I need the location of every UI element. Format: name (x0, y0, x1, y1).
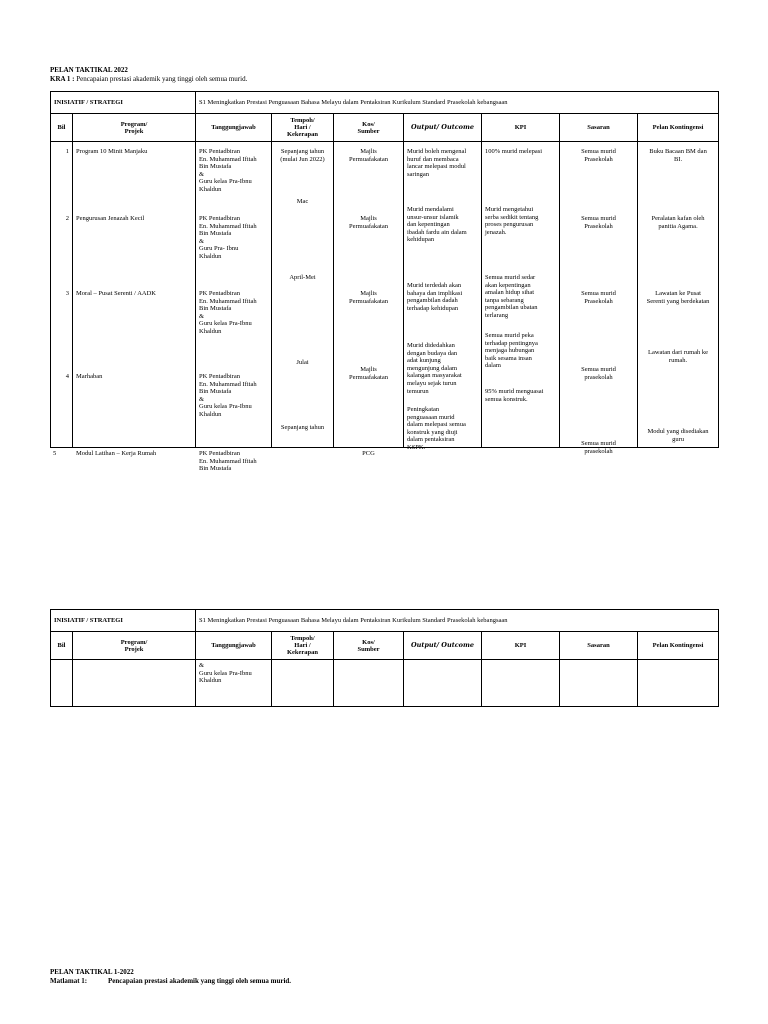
row2-kos: Majlis Permuafakatan (349, 215, 388, 230)
row4-sasaran: Semua murid prasekolah (581, 366, 616, 381)
row1-program: Program 10 Minit Manjaku (76, 148, 148, 155)
col-kontingensi: Pelan Kontingensi (638, 632, 719, 660)
row5-output: Peningkatan penguasaan murid dalam melepasi semua konstruk yang diuji dalam pentaksiran KSPK. (407, 406, 466, 451)
col-sasaran: Sasaran (560, 632, 638, 660)
row4-kos: Majlis Permuafakatan (349, 366, 388, 381)
initiative-text: S1 Meningkatkan Prestasi Penguasaan Bahasa Melayu dalam Pentaksiran Kurikulum Standard Prasekolah kebangsaan (196, 610, 719, 632)
kra-text: Pencapaian prestasi akademik yang tinggi oleh semua murid. (76, 75, 248, 83)
row4-kontingensi: Lawatan dari rumah ke rumah. (647, 349, 709, 364)
row5-tanggungjawab: PK Pentadbiran En. Muhammad Ifitah Bin Mustafa (199, 450, 257, 473)
matlamat-text: Pencapaian prestasi akademik yang tinggi oleh semua murid. (108, 977, 292, 985)
row3-kontingensi: Lawatan ke Pusat Serenti yang berdekatan (646, 290, 710, 305)
row1-sasaran: Semua murid Prasekolah (581, 148, 616, 163)
row3-sasaran: Semua murid Prasekolah (581, 290, 616, 305)
row1-tanggungjawab: PK Pentadbiran En. Muhammad Ifitah Bin Mustafa & Guru kelas Pra-Ibnu Khaldun (199, 148, 257, 193)
row4-program: Marhaban (76, 373, 103, 380)
row5-kos: PCG (362, 450, 375, 457)
row1-bil: 1 (65, 148, 69, 155)
row2-kontingensi: Peralatan kafan oleh panitia Agama. (651, 215, 705, 230)
row4-tempoh: Julai (296, 359, 309, 366)
kra-label: KRA 1 : (50, 75, 75, 83)
footer-title: PELAN TAKTIKAL 1-2022 (50, 968, 134, 976)
row4-tanggungjawab: PK Pentadbiran En. Muhammad Ifitah Bin Mustafa & Guru kelas Pra-Ibnu Khaldun (199, 373, 257, 418)
row1-output: Murid boleh mengenal huruf dan membaca lancar melepasi modul saringan (407, 148, 467, 178)
row2-tanggungjawab: PK Pentadbiran En. Muhammad Ifitah Bin Mustafa & Guru Pra- Ibnu Khaldun (199, 215, 257, 260)
continued-tanggungjawab: & Guru kelas Pra-Ibnu Khaldun (199, 662, 252, 685)
col-program: Program/ Projek (73, 632, 196, 660)
plan-title: PELAN TAKTIKAL 2022 (50, 66, 128, 74)
row3-output: Murid terdedah akan bahaya dan implikasi pengambilan dadah terhadap kehidupan (407, 282, 463, 312)
col-kpi: KPI (482, 632, 560, 660)
col-kos: Kos/ Sumber (334, 114, 404, 142)
col-output: Output/ Outcome (404, 114, 482, 142)
col-kontingensi: Pelan Kontingensi (638, 114, 719, 142)
col-bil: Bil (51, 114, 73, 142)
initiative-label: INISIATIF / STRATEGI (51, 92, 196, 114)
page-header (50, 66, 247, 84)
row5-program: Modul Latihan – Kerja Rumah (76, 450, 157, 457)
matlamat-label: Matlamat 1: (50, 977, 88, 985)
row2-kpi: Murid mengetahui serba sedikit tentang proses pengurusan jenazah. (485, 206, 539, 236)
col-kpi: KPI (482, 114, 560, 142)
col-tempoh: Tempoh/ Hari / Kekerapan (272, 114, 334, 142)
row4-kpi: Semua murid peka terhadap pentingnya menjaga hubungan baik sesama insan dalam (485, 332, 538, 370)
row2-output: Murid mendalami unsur-unsur islamik dan kepentingan ibadah fardu ain dalam kehidupan (407, 206, 467, 244)
row2-tempoh: Mac (296, 198, 309, 205)
initiative-text: S1 Meningkatkan Prestasi Penguasaan Bahasa Melayu dalam Pentaksiran Kurikulum Standard Prasekolah kebangsaan (196, 92, 719, 114)
col-kos: Kos/ Sumber (334, 632, 404, 660)
row1-tempoh: Sepanjang tahun (mulai Jun 2022) (280, 148, 325, 163)
row5-kpi: 95% murid menguasai semua konstruk. (485, 388, 544, 403)
row2-bil: 2 (65, 215, 69, 222)
row3-kos: Majlis Permuafakatan (349, 290, 388, 305)
col-tempoh: Tempoh/ Hari / Kekerapan (272, 632, 334, 660)
tactical-plan-table-continued (50, 609, 719, 707)
row3-tanggungjawab: PK Pentadbiran En. Muhammad Ifitah Bin Mustafa & Guru kelas Pra-Ibnu Khaldun (199, 290, 257, 335)
row5-bil: 5 (53, 450, 57, 457)
initiative-label: INISIATIF / STRATEGI (51, 610, 196, 632)
row5-sasaran: Semua murid prasekolah (581, 440, 616, 455)
row1-kpi: 100% murid melepasi (485, 148, 543, 155)
col-program: Program/ Projek (73, 114, 196, 142)
col-sasaran: Sasaran (560, 114, 638, 142)
row4-output: Murid didedahkan dengan budaya dan adat kunjung mengunjung dalam kalangan masyarakat melayu sejak turun temurun (407, 342, 462, 395)
row5-kontingensi: Modul yang disediakan guru (647, 428, 709, 443)
row2-program: Pengurusan Jenazah Kecil (76, 215, 145, 222)
row1-kontingensi: Buku Bacaan BM dan BI. (649, 148, 707, 163)
col-tanggungjawab: Tanggungjawab (196, 632, 272, 660)
tactical-plan-table (50, 91, 719, 473)
col-bil: Bil (51, 632, 73, 660)
row5-tempoh: Sepanjang tahun (280, 424, 325, 431)
col-tanggungjawab: Tanggungjawab (196, 114, 272, 142)
row1-kos: Majlis Permuafakatan (349, 148, 388, 163)
page-footer (50, 968, 291, 986)
row2-sasaran: Semua murid Prasekolah (581, 215, 616, 230)
row4-bil: 4 (65, 373, 69, 380)
row3-program: Moral – Pusat Serenti / AADK (76, 290, 156, 297)
row3-kpi: Semua murid sedar akan kepentingan amalan hidup sihat tanpa sebarang pengambilan ubatan terlarang (485, 274, 538, 319)
row3-tempoh: April-Mei (289, 274, 316, 281)
col-output: Output/ Outcome (404, 632, 482, 660)
row3-bil: 3 (65, 290, 69, 297)
